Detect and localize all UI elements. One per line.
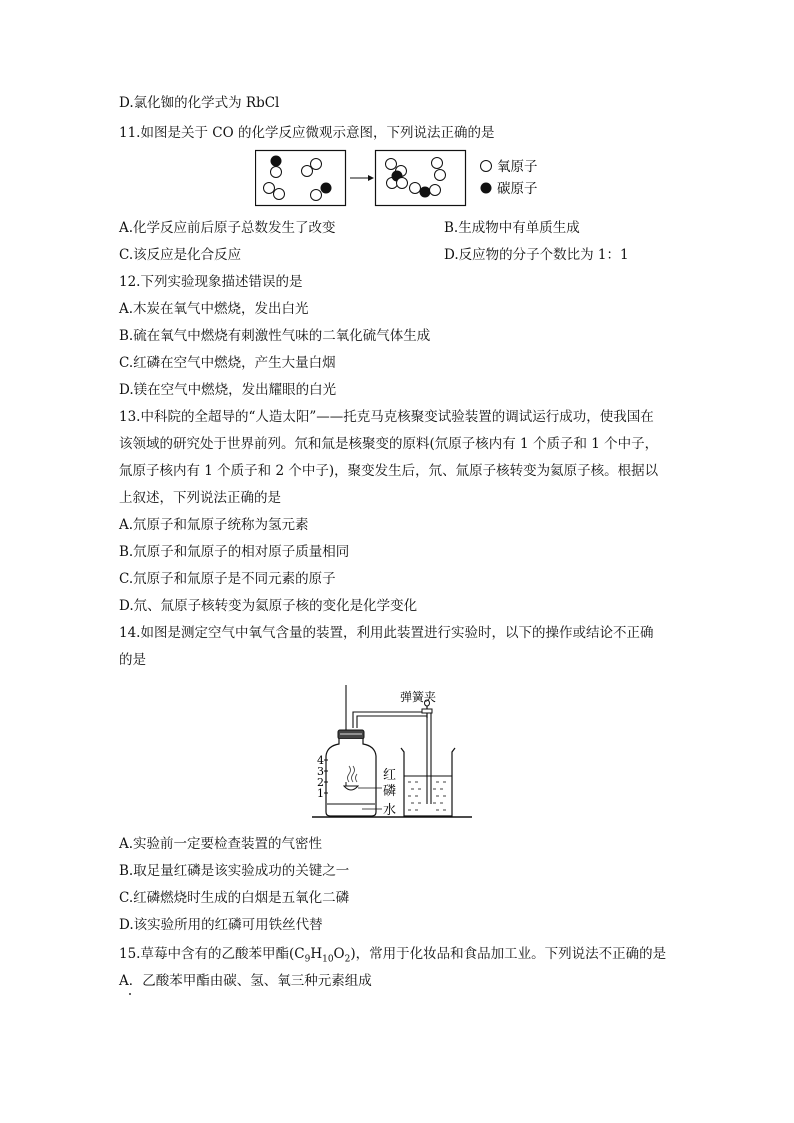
- q11-molecule-diagram: [255, 147, 555, 209]
- q12-option-a: A.木炭在氧气中燃烧，发出白光: [119, 301, 309, 317]
- legend-oxygen-label: 氧原子: [497, 159, 538, 175]
- q15-option-a: A．乙酸苯甲酯由碳、氢、氧三种元素组成: [119, 973, 372, 989]
- q15-formula-sub-c: 9: [304, 954, 311, 965]
- q11-option-b: B.生成物中有单质生成: [444, 220, 580, 236]
- q13-option-b: B.氘原子和氚原子的相对原子质量相同: [119, 544, 350, 560]
- reaction-arrow-icon: [350, 175, 374, 181]
- q14-option-a: A.实验前一定要检查装置的气密性: [119, 836, 323, 852]
- q12-option-b: B.硫在氧气中燃烧有刺激性气味的二氧化硫气体生成: [119, 328, 431, 344]
- q12-stem: 12.下列实验现象描述错误的是: [119, 274, 303, 290]
- q14-option-c: C.红磷燃烧时生成的白烟是五氧化二磷: [119, 890, 350, 906]
- q13-stem-line-3: 氚原子核内有 1 个质子和 2 个中子)，聚变发生后，氘、氚原子核转变为氦原子核。根据以: [119, 463, 659, 479]
- scale-4: 4: [317, 754, 324, 767]
- scale-3: 3: [317, 765, 324, 778]
- q12-option-d: D.镁在空气中燃烧，发出耀眼的白光: [119, 382, 337, 398]
- q15-stem-suffix: )，常用于化妆品和食品加工业。下列说法不正确的是: [350, 946, 667, 962]
- q15-stem-prefix: 15.草莓中含有的乙酸苯甲酯(C: [119, 946, 305, 962]
- q15-stem: [119, 945, 666, 969]
- q14-option-b: B.取足量红磷是该实验成功的关键之一: [119, 863, 350, 879]
- q11-option-d: D.反应物的分子个数比为 1：1: [444, 247, 629, 263]
- q14-option-d: D.该实验所用的红磷可用铁丝代替: [119, 917, 323, 933]
- carbon-atom-legend-icon: [481, 183, 492, 194]
- q15-formula-sub-o: 2: [344, 954, 351, 965]
- q13-stem-line-4: 上叙述，下列说法正确的是: [119, 490, 281, 506]
- scale-2: 2: [317, 776, 324, 789]
- stray-dot: [129, 993, 131, 995]
- q13-stem-line-1: 13.中科院的全超导的“人造太阳”——托克马克核聚变试验装置的调试运行成功，使我国在: [119, 409, 654, 425]
- q15-formula-h: H: [310, 946, 323, 962]
- water-label: 水: [383, 803, 397, 818]
- q14-stem-line-2: 的是: [119, 652, 146, 668]
- q12-option-c: C.红磷在空气中燃烧，产生大量白烟: [119, 355, 336, 371]
- q15-formula-o: O: [333, 946, 345, 962]
- q13-option-a: A.氘原子和氚原子统称为氢元素: [119, 517, 309, 533]
- q15-formula-sub-h: 10: [322, 954, 334, 965]
- q11-option-a: A.化学反应前后原子总数发生了改变: [119, 220, 336, 236]
- phosphorus-label-1: 红: [383, 768, 397, 783]
- q14-stem-line-1: 14.如图是测定空气中氧气含量的装置，利用此装置进行实验时，以下的操作或结论不正确: [119, 625, 654, 641]
- q14-apparatus-diagram: [312, 682, 478, 822]
- q11-option-c: C.该反应是化合反应: [119, 247, 242, 263]
- legend-carbon-label: 碳原子: [497, 181, 538, 197]
- q13-option-d: D.氘、氚原子核转变为氦原子核的变化是化学变化: [119, 598, 418, 614]
- phosphorus-label-2: 磷: [383, 784, 397, 799]
- q13-stem-line-2: 该领域的研究处于世界前列。氘和氚是核聚变的原料(氘原子核内有 1 个质子和 1 个中子，: [119, 436, 659, 452]
- clip-label: 弹簧夹: [400, 690, 437, 704]
- reactants-box: [256, 151, 346, 206]
- q13-option-c: C.氘原子和氚原子是不同元素的原子: [119, 571, 336, 587]
- oxygen-atom-legend-icon: [481, 161, 492, 172]
- q10-option-d: D.氯化铷的化学式为 RbCl: [119, 95, 280, 111]
- q11-stem: 11.如图是关于 CO 的化学反应微观示意图，下列说法正确的是: [119, 125, 495, 141]
- scale-1: 1: [317, 787, 324, 800]
